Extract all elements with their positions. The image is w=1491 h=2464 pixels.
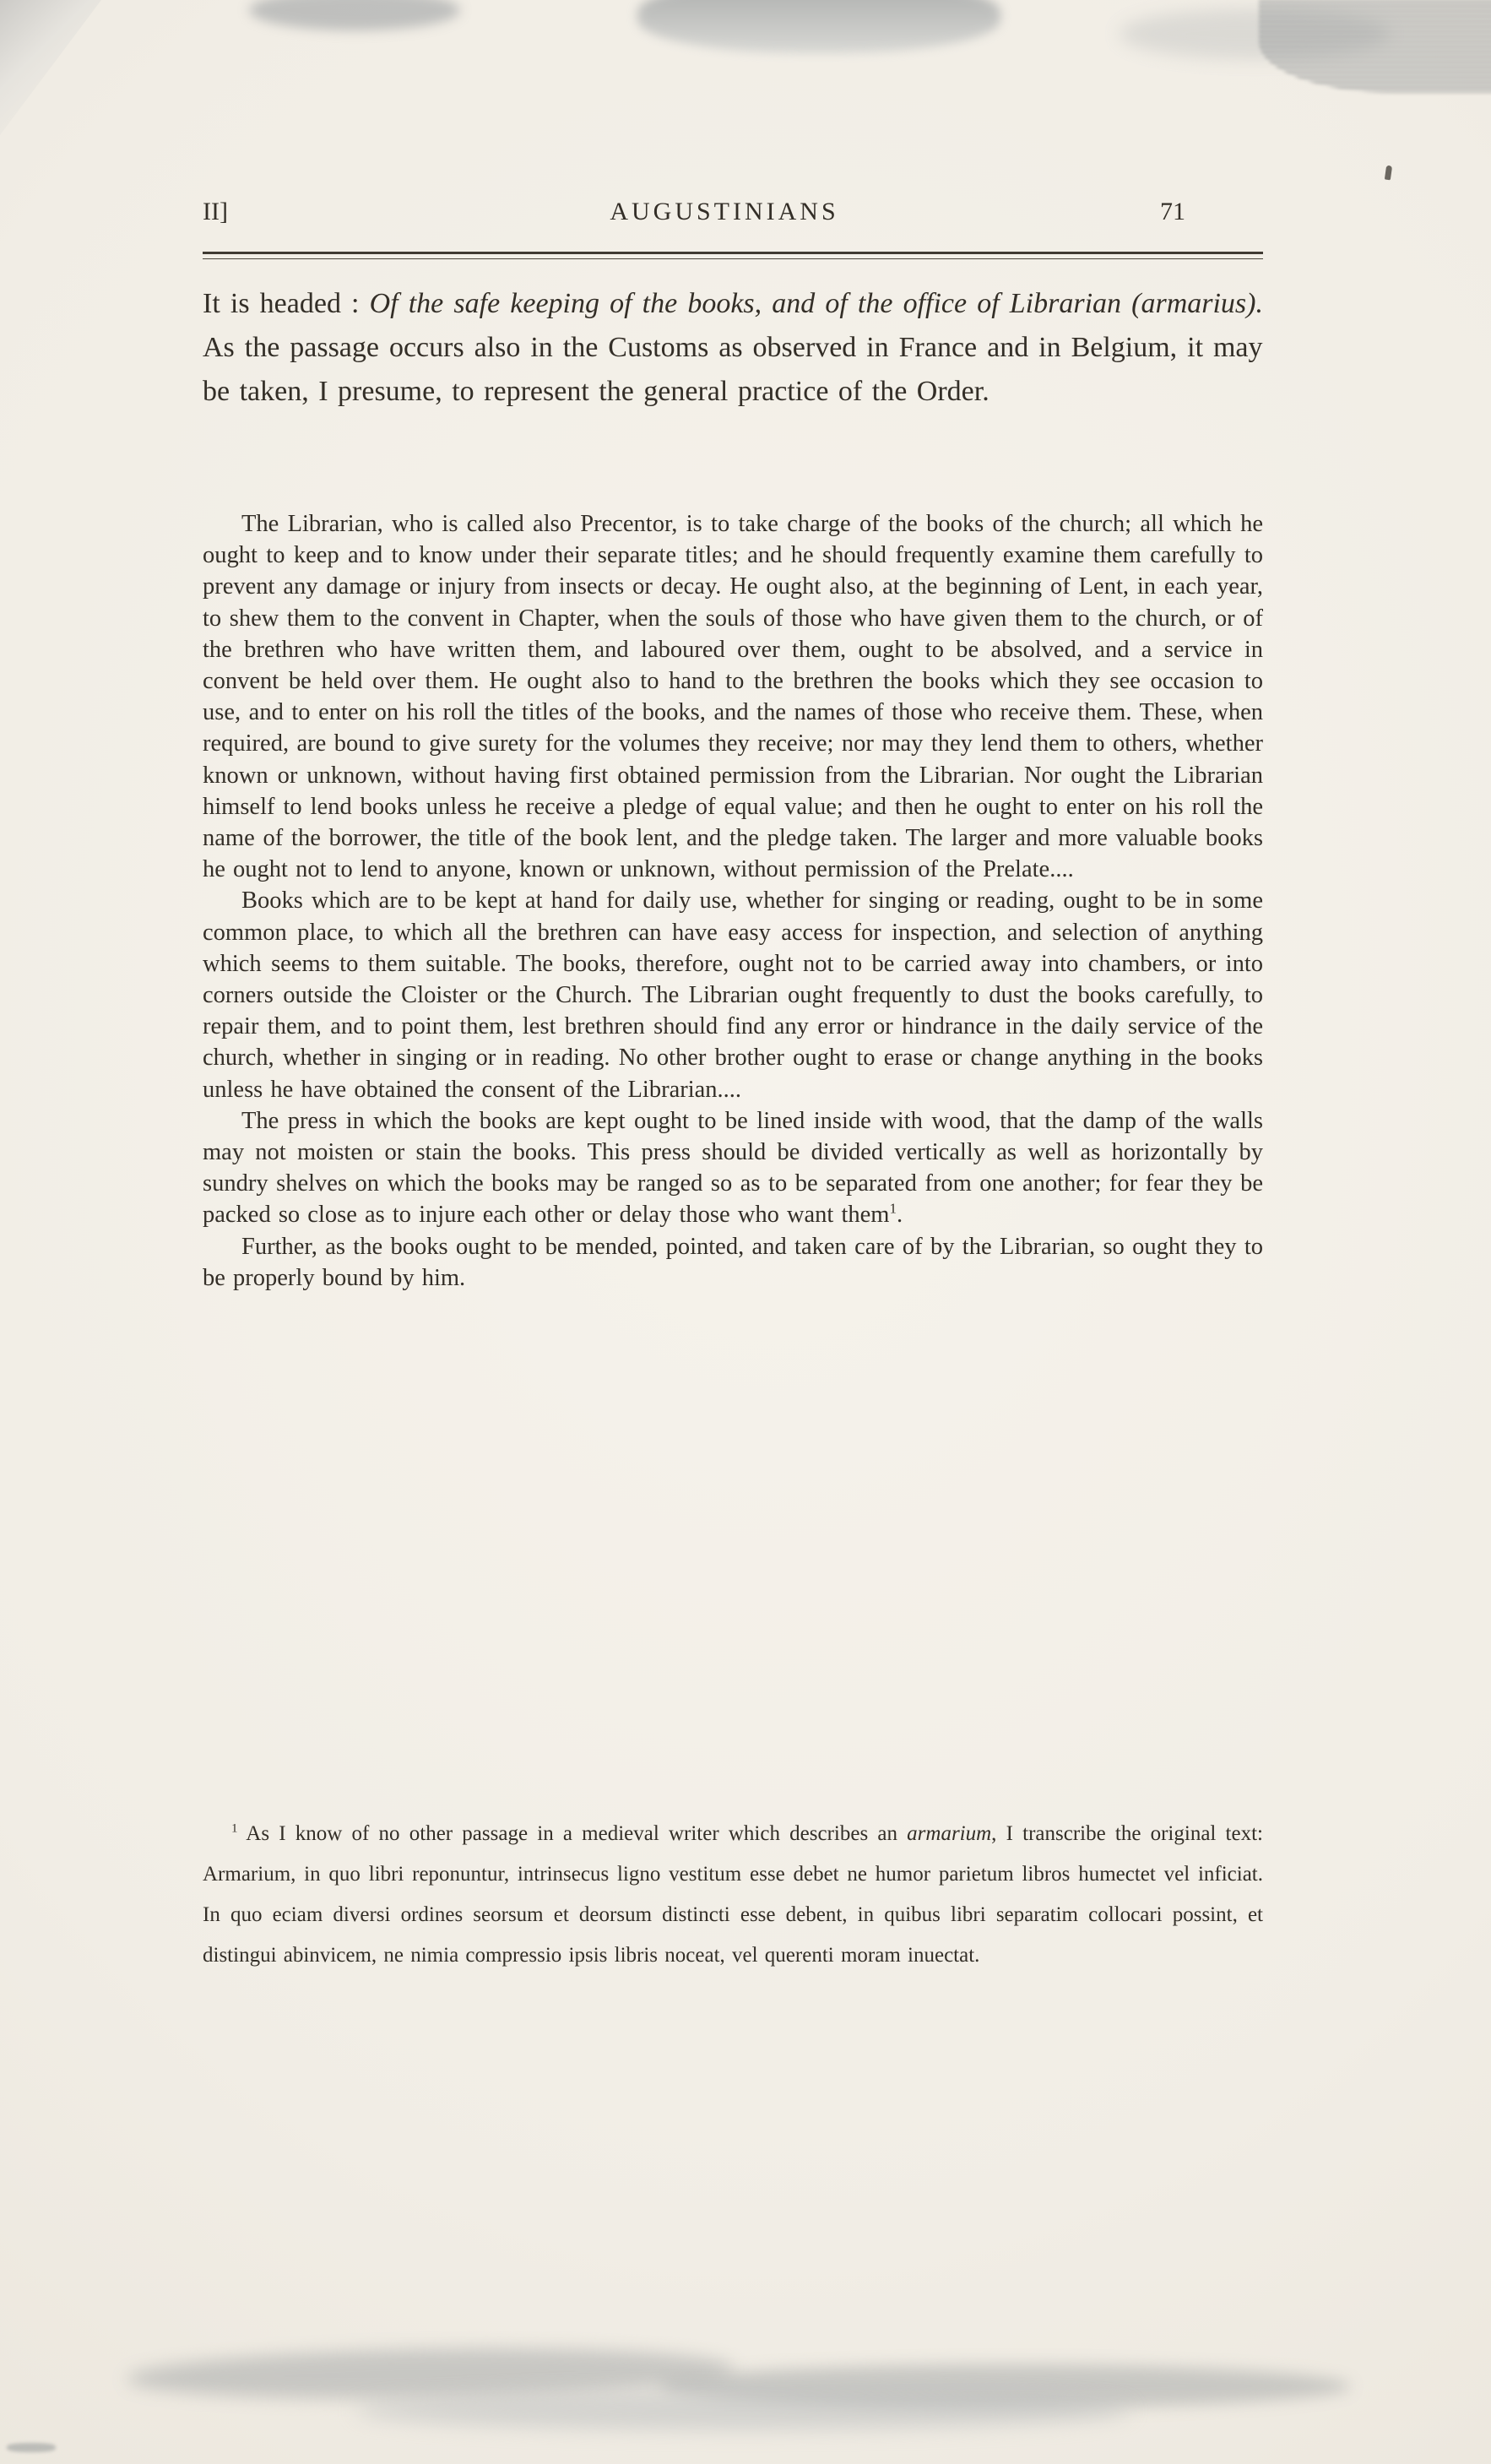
scan-smudge-top-right bbox=[1259, 0, 1491, 93]
page-curl-artifact bbox=[0, 0, 101, 135]
scan-smudge-top-left bbox=[249, 0, 460, 30]
scan-smudge-bottom-left bbox=[127, 2344, 735, 2404]
header-rule bbox=[203, 252, 1263, 259]
footnote: $^1$ As I know of no other passage in a medieval writer which describes an armarium, I transcribe the original text: Armarium, in quo libri reponuntur, intrinsecus ligno vestitum esse debet ne humor parietum libros humectet vel inficiat. In quo eciam diversi ordines seorsum et deorsum distincti esse debent, in quibus libri separatim collocari possint, et distingui abinvicem, ne nimia compressio ipsis libris noceat, vel querenti moram inuectat. bbox=[203, 1821, 1263, 1967]
scan-smudge-bottom-center bbox=[355, 2391, 1131, 2430]
body-paragraph-binding: Further, as the books ought to be mended, pointed, and taken care of by the Librarian, so ought they to be properly bound by him. bbox=[203, 1233, 1263, 1291]
scan-smudge-top-right-faint bbox=[1120, 8, 1390, 59]
stray-ink-mark bbox=[1385, 166, 1392, 181]
scan-smudge-bottom-right bbox=[659, 2364, 1351, 2408]
body-paragraph-books-common-place: Books which are to be kept at hand for daily use, whether for singing or reading, ought to be in some common place, to which all the brethren can have easy access for inspection, and selection of anything which seems to them suitable. The books, therefore, ought not to be carried away into chambers, or into corners outside the Cloister or the Church. The Librarian ought frequently to dust the books carefully, to repair them, and to point them, lest brethren should find any error or hindrance in the daily service of the church, whether in singing or in reading. No other brother ought to erase or change anything in the books unless he have obtained the consent of the Librarian.... bbox=[203, 887, 1263, 1103]
scan-smudge-top-center bbox=[637, 0, 1000, 53]
section-marker: II] bbox=[203, 198, 228, 225]
page-number: 71 bbox=[1160, 198, 1185, 225]
body-paragraph-librarian-duties: The Librarian, who is called also Precentor, is to take charge of the books of the church; all which he ought to keep and to know under their separate titles; and he should frequently examine them carefully to prevent any damage or injury from insects or decay. He ought also, at the beginning of Lent, in each year, to shew them to the convent in Chapter, when the souls of those who have given them to the church, or of the brethren who have written them, and laboured over them, ought to be absolved, and a service in convent be held over them. He ought also to hand to the brethren the books which they see occasion to use, and to enter on his roll the titles of the books, and the names of those who receive them. These, when required, are bound to give surety for the volumes they receive; nor may they lend them to others, whether known or unknown, without having first obtained permission from the Librarian. Nor ought the Librarian himself to lend books unless he receive a pledge of equal value; and then he ought to enter on his roll the name of the borrower, the title of the book lent, and the pledge taken. The larger and more valuable books he ought not to lend to anyone, known or unknown, without permission of the Prelate.... bbox=[203, 511, 1263, 883]
running-header bbox=[203, 198, 1263, 226]
body-text-block bbox=[203, 508, 1263, 1294]
body-paragraph-book-press: The press in which the books are kept ought to be lined inside with wood, that the damp of the walls may not moisten or stain the books. This press should be divided vertically as well as horizontally by sundry shelves on which the books may be ranged so as to be separated from one another; for fear they be packed so close as to injure each other or delay those who want them$^1$. bbox=[203, 1107, 1263, 1229]
intro-paragraph: It is headed : Of the safe keeping of the books, and of the office of Librarian (armarius). As the passage occurs also in the Customs as observed in France and in Belgium, it may be taken, I presume, to represent the general practice of the Order. bbox=[203, 288, 1263, 407]
running-title: AUGUSTINIANS bbox=[610, 198, 839, 225]
scan-speck-bottom-left bbox=[7, 2443, 56, 2452]
